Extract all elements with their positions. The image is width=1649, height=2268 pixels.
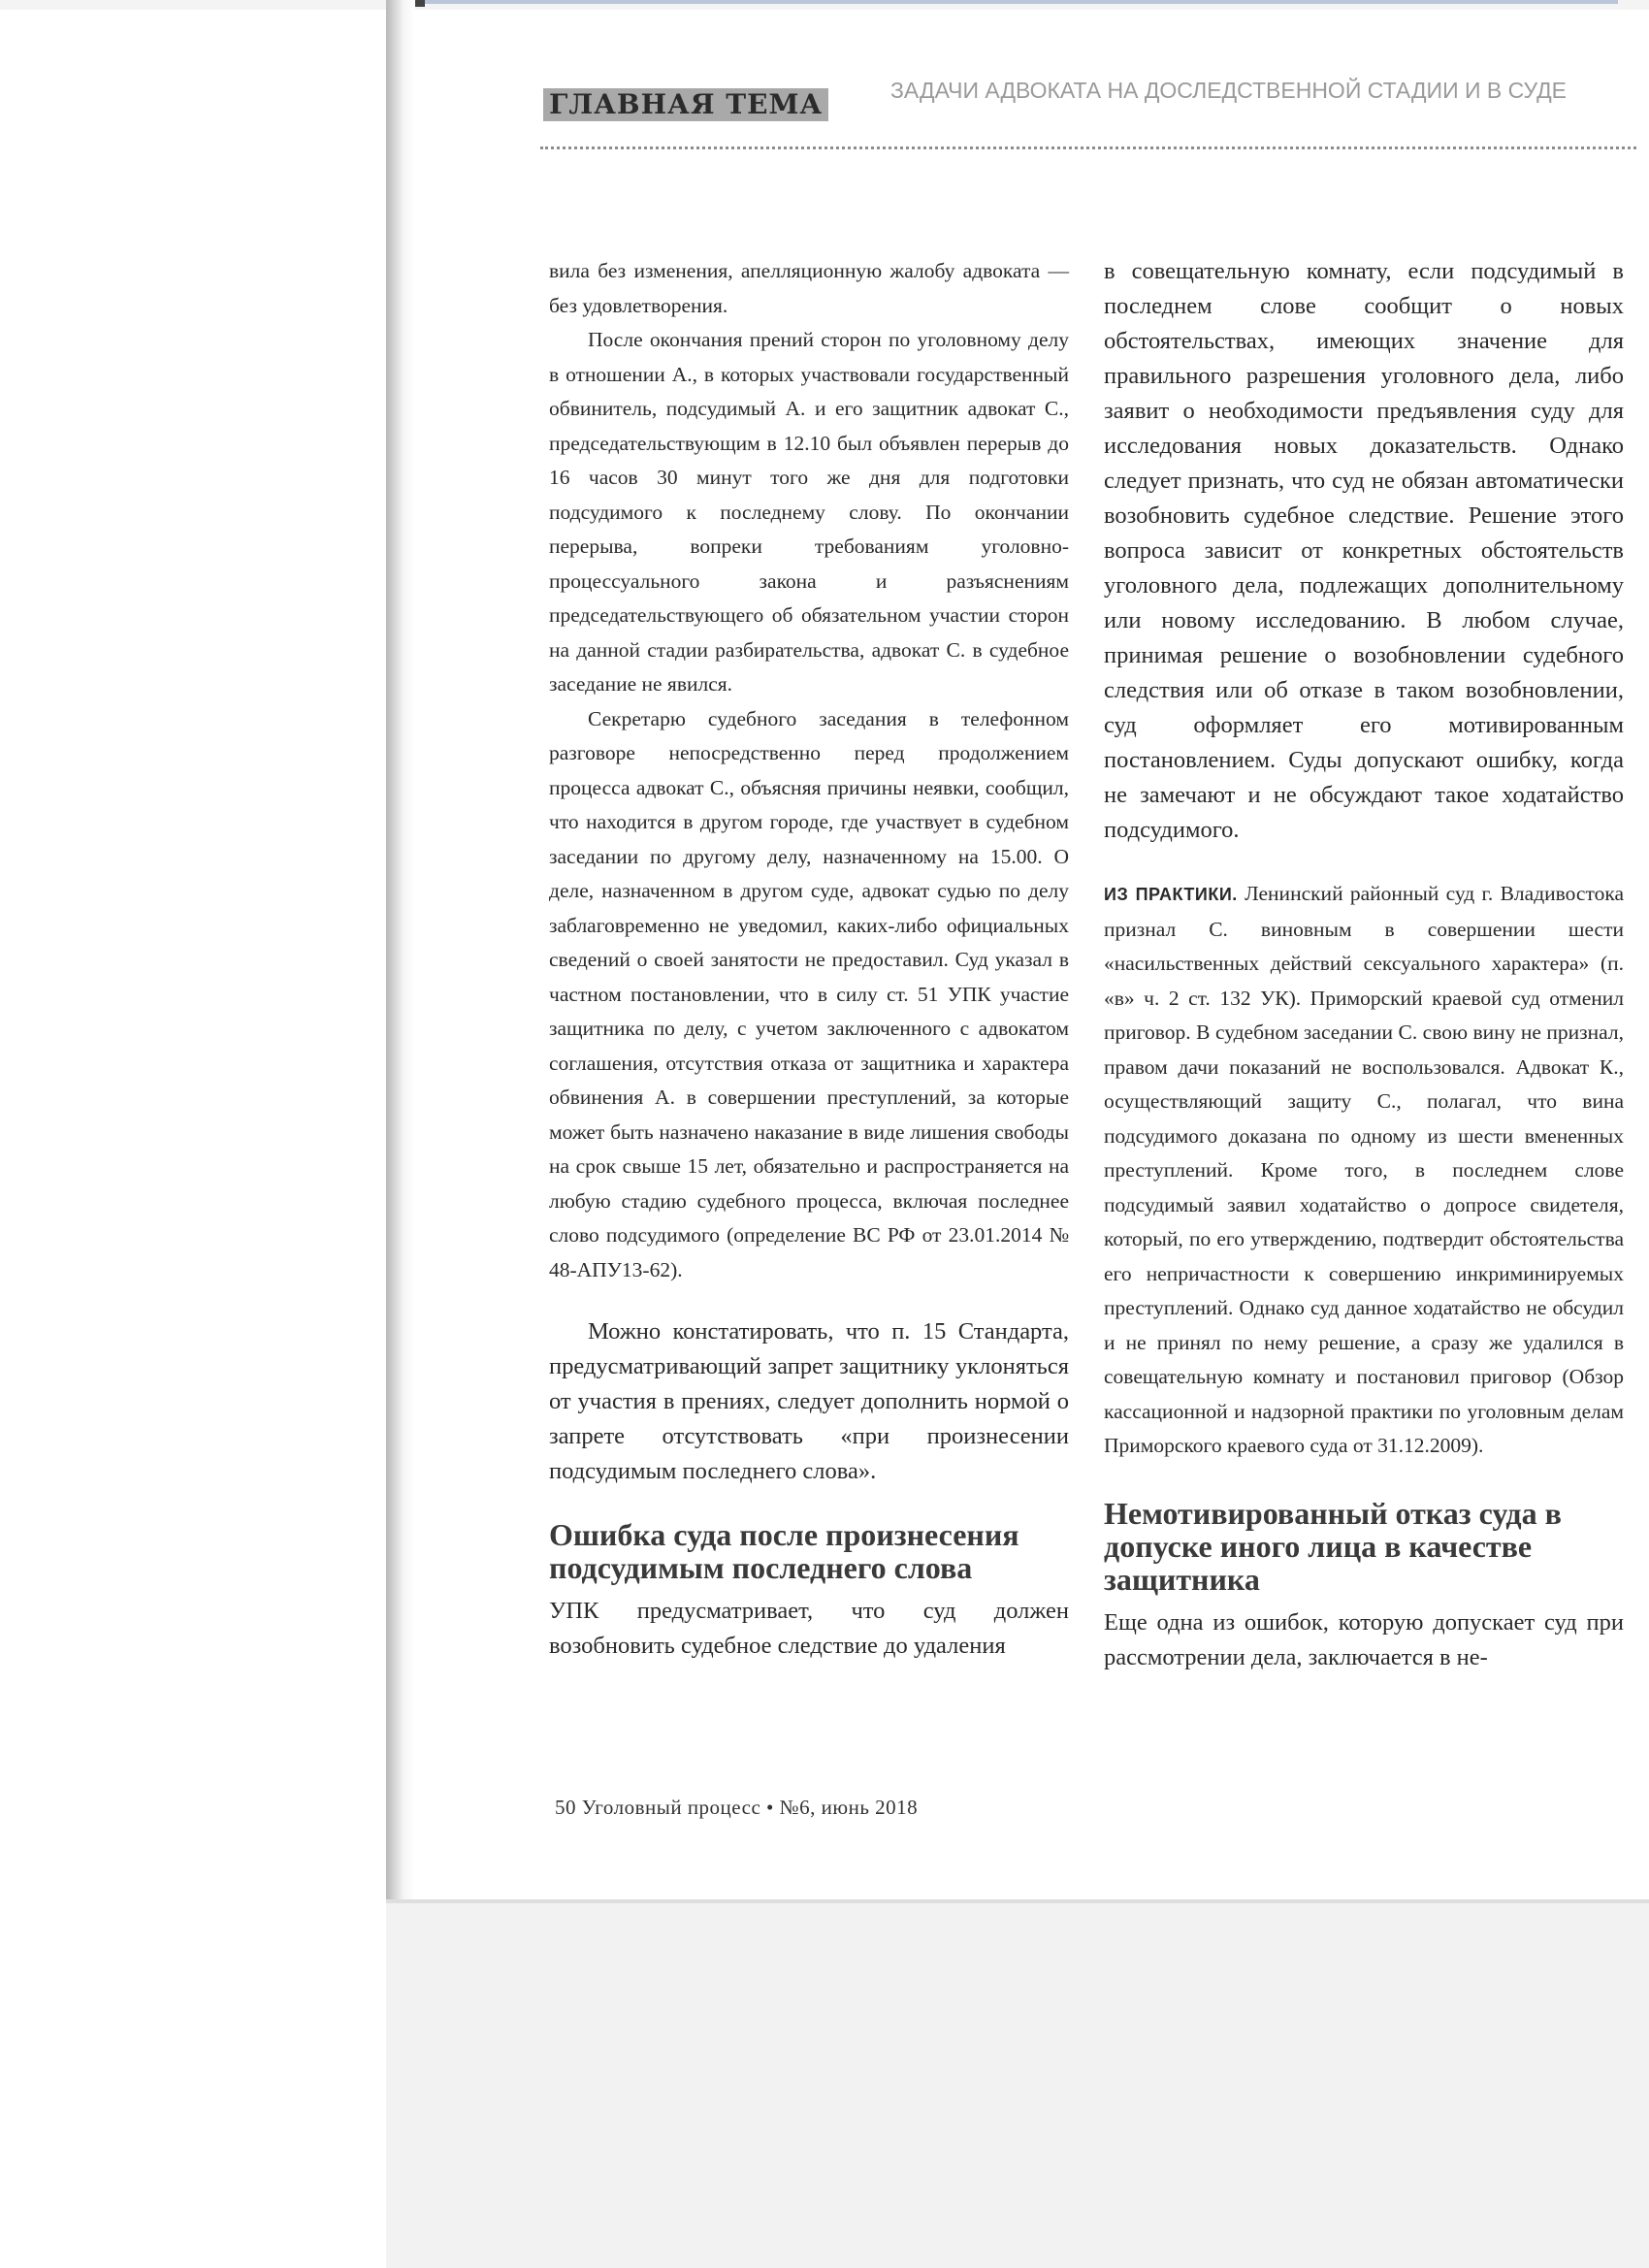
- practice-label: ИЗ ПРАКТИКИ.: [1104, 885, 1238, 904]
- right-paragraph-1: в совещательную комнату, если подсудимый в последнем слове сообщит о новых обстоятельствах, имеющих значение для правильного разрешения уголовного дела, либо заявит о необходимости предъявления суду для исследования новых доказательств. Однако следует признать, что суд не обязан автоматически возобновить судебное следствие. Решение этого вопроса зависит от конкретных обстоятельств уголовного дела, подлежащих дополнительному или новому исследованию. В любом случае, принимая решение о возобновлении судебного следствия или об отказе в таком возобновлении, суд оформляет его мотивированным постановлением. Суды допускают ошибку, когда не замечают и не обсуждают такое ходатайство подсудимого.: [1104, 258, 1624, 843]
- left-paragraph-2: После окончания прений сторон по уголовному делу в отношении А., в которых участвовали государственный обвинитель, подсудимый А. и его защитник адвокат С., председательствующим в 12.10 был объявлен перерыв до 16 часов 30 минут того же дня для подготовки подсудимого к последнему слову. По окончании перерыва, вопреки требованиям уголовно-процессуального закона и разъяснениям председательствующего об обязательном участии сторон на данной стадии разбирательства, адвокат С. в судебное заседание не явился.: [549, 328, 1069, 696]
- page-footer: 50 Уголовный процесс • №6, июнь 2018: [555, 1796, 919, 1819]
- left-paragraph-3: Секретарю судебного заседания в телефонном разговоре непосредственно перед продолжением процесса адвокат С., объясняя причины неявки, сообщил, что находится в другом городе, где участвует в судебном заседании по другому делу, назначенному на 15.00. О деле, назначенном в другом суде, адвокат судью по делу заблаговременно не уведомил, каких-либо официальных сведений о своей занятости не предоставил. Суд указал в частном постановлении, что в силу ст. 51 УПК участие защитника по делу, с учетом заключенного с адвокатом соглашения, отсутствия отказа от защитника и характера обвинения А. в совершении преступлений, за которые может быть назначено наказание в виде лишения свободы на срок свыше 15 лет, обязательно и распространяется на любую стадию судебного процесса, включая последнее слово подсудимого (определение ВС РФ от 23.01.2014 № 48-АПУ13-62).: [549, 706, 1069, 1281]
- running-title: ЗАДАЧИ АДВОКАТА НА ДОСЛЕДСТВЕННОЙ СТАДИИ И В СУДЕ: [890, 78, 1568, 103]
- left-paragraph-1: вила без изменения, апелляционную жалобу адвоката — без удовлетворения.: [549, 259, 1069, 317]
- left-spacer-2: [549, 1489, 1069, 1518]
- scan-bottom-edge: [386, 1899, 1649, 1903]
- right-spacer-3: [1104, 1596, 1624, 1605]
- right-column: [1104, 254, 1624, 1675]
- left-spacer-3: [549, 1584, 1069, 1594]
- left-spacer-1: [549, 1287, 1069, 1314]
- right-spacer-1: [1104, 848, 1624, 877]
- practice-text: Ленинский районный суд г. Владивостока признал С. виновным в совершении шести «насильственных действий сексуального характера» (п. «в» ч. 2 ст. 132 УК). Приморский краевой суд отменил приговор. В судебном заседании С. свою вину не признал, правом дачи показаний не воспользовался. Адвокат К., осуществляющий защиту С., полагал, что вина подсудимого доказана по одному из шести вмененных преступлений. Кроме того, в последнем слове подсудимый заявил ходатайство о допросе свидетеля, который, по его утверждению, подтвердит обстоятельства его непричастности к совершению инкриминируемых преступлений. Однако суд данное ходатайство не обсудил и не принял по нему решение, а сразу же удалился в совещательную комнату и постановил приговор (Обзор кассационной и надзорной практики по уголовным делам Приморского краевого суда от 31.12.2009).: [1104, 882, 1624, 1457]
- page-shadow: [386, 0, 415, 1901]
- right-paragraph-2: Еще одна из ошибок, которую допускает суд при рассмотрении дела, заключается в не-: [1104, 1608, 1624, 1670]
- scan-top-blue-edge: [425, 0, 1618, 4]
- rubric-label: ГЛАВНАЯ ТЕМА: [543, 88, 828, 121]
- practice-box: [1104, 877, 1624, 1464]
- left-paragraph-5: УПК предусматривает, что суд должен возобновить судебное следствие до удаления: [549, 1598, 1069, 1659]
- left-column: [549, 254, 1069, 1664]
- right-spacer-2: [1104, 1464, 1624, 1497]
- header-divider: [540, 146, 1636, 149]
- left-paragraph-4: Можно констатировать, что п. 15 Стандарта, предусматривающий запрет защитнику уклоняться от участия в прениях, следует дополнить нормой о запрете отсутствовать «при произнесении подсудимым последнего слова».: [549, 1318, 1069, 1484]
- scan-bottom-background: [386, 1899, 1649, 2268]
- section-heading-left: Ошибка суда после произнесения подсудимым последнего слова: [549, 1517, 1019, 1585]
- section-heading-right: Немотивированный отказ суда в допуске иного лица в качестве защитника: [1104, 1495, 1562, 1597]
